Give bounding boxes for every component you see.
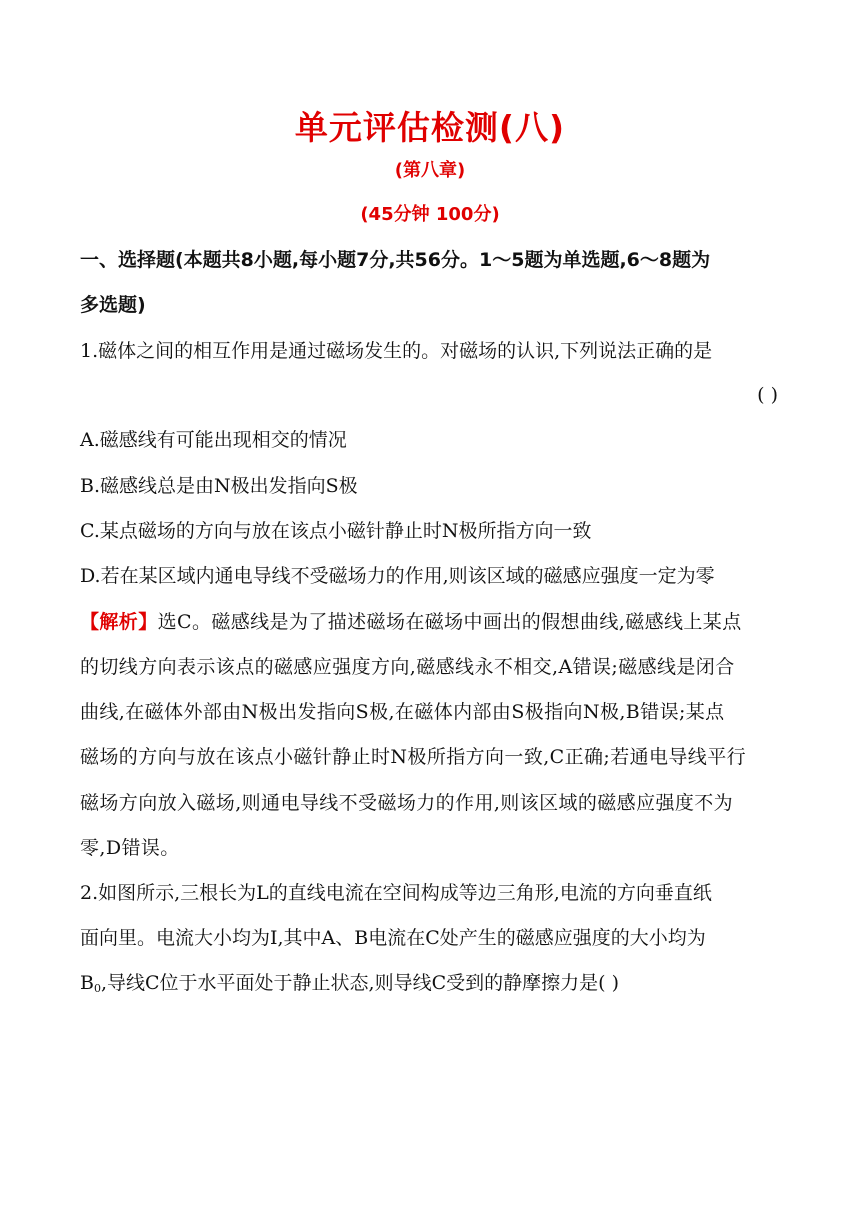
analysis-line-2: 的切线方向表示该点的磁感应强度方向,磁感线永不相交,A错误;磁感线是闭合 xyxy=(80,656,735,678)
question-2-line-1: 2.如图所示,三根长为L的直线电流在空间构成等边三角形,电流的方向垂直纸 xyxy=(80,882,712,904)
b0-symbol: B xyxy=(80,972,94,994)
option-c: C.某点磁场的方向与放在该点小磁针静止时N极所指方向一致 xyxy=(80,520,592,542)
page-title: 单元评估检测(八) xyxy=(294,108,566,147)
chapter-label: (第八章) xyxy=(394,160,466,181)
option-d: D.若在某区域内通电导线不受磁场力的作用,则该区域的磁感应强度一定为零 xyxy=(80,565,715,587)
option-b: B.磁感线总是由N极出发指向S极 xyxy=(80,475,358,497)
section-heading-line-1: 一、选择题(本题共8小题,每小题7分,共56分。1～5题为单选题,6～8题为 xyxy=(80,249,711,271)
question-2-line-3-text: ,导线C位于水平面处于静止状态,则导线C受到的静摩擦力是( ) xyxy=(100,972,619,994)
time-score-label: (45分钟 100分) xyxy=(360,204,500,225)
section-heading-line-2: 多选题) xyxy=(80,294,146,316)
b0-subscript: 0 xyxy=(93,982,101,995)
question-2-line-3 xyxy=(80,968,780,998)
analysis-tag: 【解析】 xyxy=(80,611,158,633)
question-1-answer-blank: ( ) xyxy=(757,384,778,406)
analysis-line-3: 曲线,在磁体外部由N极出发指向S极,在磁体内部由S极指向N极,B错误;某点 xyxy=(80,701,725,723)
analysis-line-5: 磁场方向放入磁场,则通电导线不受磁场力的作用,则该区域的磁感应强度不为 xyxy=(80,792,734,814)
analysis-line-1 xyxy=(80,607,780,637)
option-a: A.磁感线有可能出现相交的情况 xyxy=(80,429,347,451)
analysis-line-6: 零,D错误。 xyxy=(80,837,180,859)
question-1-stem: 1.磁体之间的相互作用是通过磁场发生的。对磁场的认识,下列说法正确的是 xyxy=(80,340,713,362)
question-2-line-2: 面向里。电流大小均为I,其中A、B电流在C处产生的磁感应强度的大小均为 xyxy=(80,927,706,949)
analysis-text: 选C。磁感线是为了描述磁场在磁场中画出的假想曲线,磁感线上某点 xyxy=(157,611,742,633)
analysis-line-4: 磁场的方向与放在该点小磁针静止时N极所指方向一致,C正确;若通电导线平行 xyxy=(80,746,747,768)
